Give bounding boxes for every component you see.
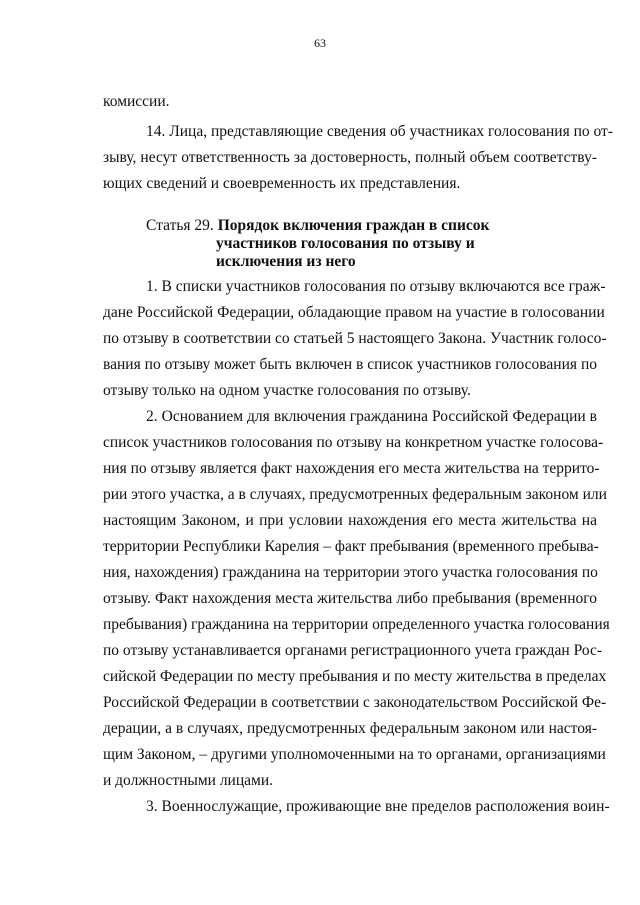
text-line: вания по отзыву может быть включен в список участников голосования по <box>103 356 597 373</box>
text-line: дерации, а в случаях, предусмотренных федеральным законом или настоя- <box>103 720 597 737</box>
article-title-line-2: участников голосования по отзыву и <box>216 235 475 252</box>
text-line: сийской Федерации по месту пребывания и по месту жительства в пределах <box>103 668 607 685</box>
text-line: комиссии. <box>103 93 170 110</box>
text-line: 2. Основанием для включения гражданина Российской Федерации в <box>146 408 597 425</box>
page-number: 63 <box>314 36 326 50</box>
text-line: настоящим Законом, и при условии нахождения его места жительства на <box>103 512 597 529</box>
text-line: территории Республики Карелия – факт пребывания (временного пребыва- <box>103 538 599 555</box>
text-line: по отзыву в соответствии со статьей 5 настоящего Закона. Участник голосо- <box>103 330 607 347</box>
text-line: зыву, несут ответственность за достоверность, полный объем соответству- <box>103 149 597 166</box>
text-line: пребывания) гражданина на территории определенного участка голосования <box>103 616 610 633</box>
article-number: Статья 29. <box>146 217 214 234</box>
text-line: ющих сведений и своевременность их представления. <box>103 175 461 192</box>
text-line: щим Законом, – другими уполномоченными на то органами, организациями <box>103 746 606 763</box>
article-label <box>146 217 489 235</box>
text-line: Российской Федерации в соответствии с законодательством Российской Фе- <box>103 694 607 711</box>
text-line: по отзыву устанавливается органами регистрационного учета граждан Рос- <box>103 642 602 659</box>
text-line: дане Российской Федерации, обладающие правом на участие в голосовании <box>103 304 605 321</box>
text-line: 14. Лица, представляющие сведения об участниках голосования по от- <box>146 123 613 140</box>
article-title-line-1: Порядок включения граждан в список <box>217 217 490 234</box>
text-line: список участников голосования по отзыву на конкретном участке голосова- <box>103 434 604 451</box>
text-line: рии этого участка, а в случаях, предусмотренных федеральным законом или <box>103 486 607 503</box>
text-line: и должностными лицами. <box>103 772 274 789</box>
text-line: 1. В списки участников голосования по отзыву включаются все граж- <box>146 278 606 295</box>
text-line: 3. Военнослужащие, проживающие вне пределов расположения воин- <box>146 798 610 815</box>
text-line: ния, нахождения) гражданина на территории этого участка голосования по <box>103 564 598 581</box>
article-title-line-3: исключения из него <box>216 253 356 270</box>
text-line: отзыву только на одном участке голосования по отзыву. <box>103 382 471 399</box>
text-line: отзыву. Факт нахождения места жительства либо пребывания (временного <box>103 590 597 607</box>
text-line: ния по отзыву является факт нахождения его места жительства на террито- <box>103 460 600 477</box>
